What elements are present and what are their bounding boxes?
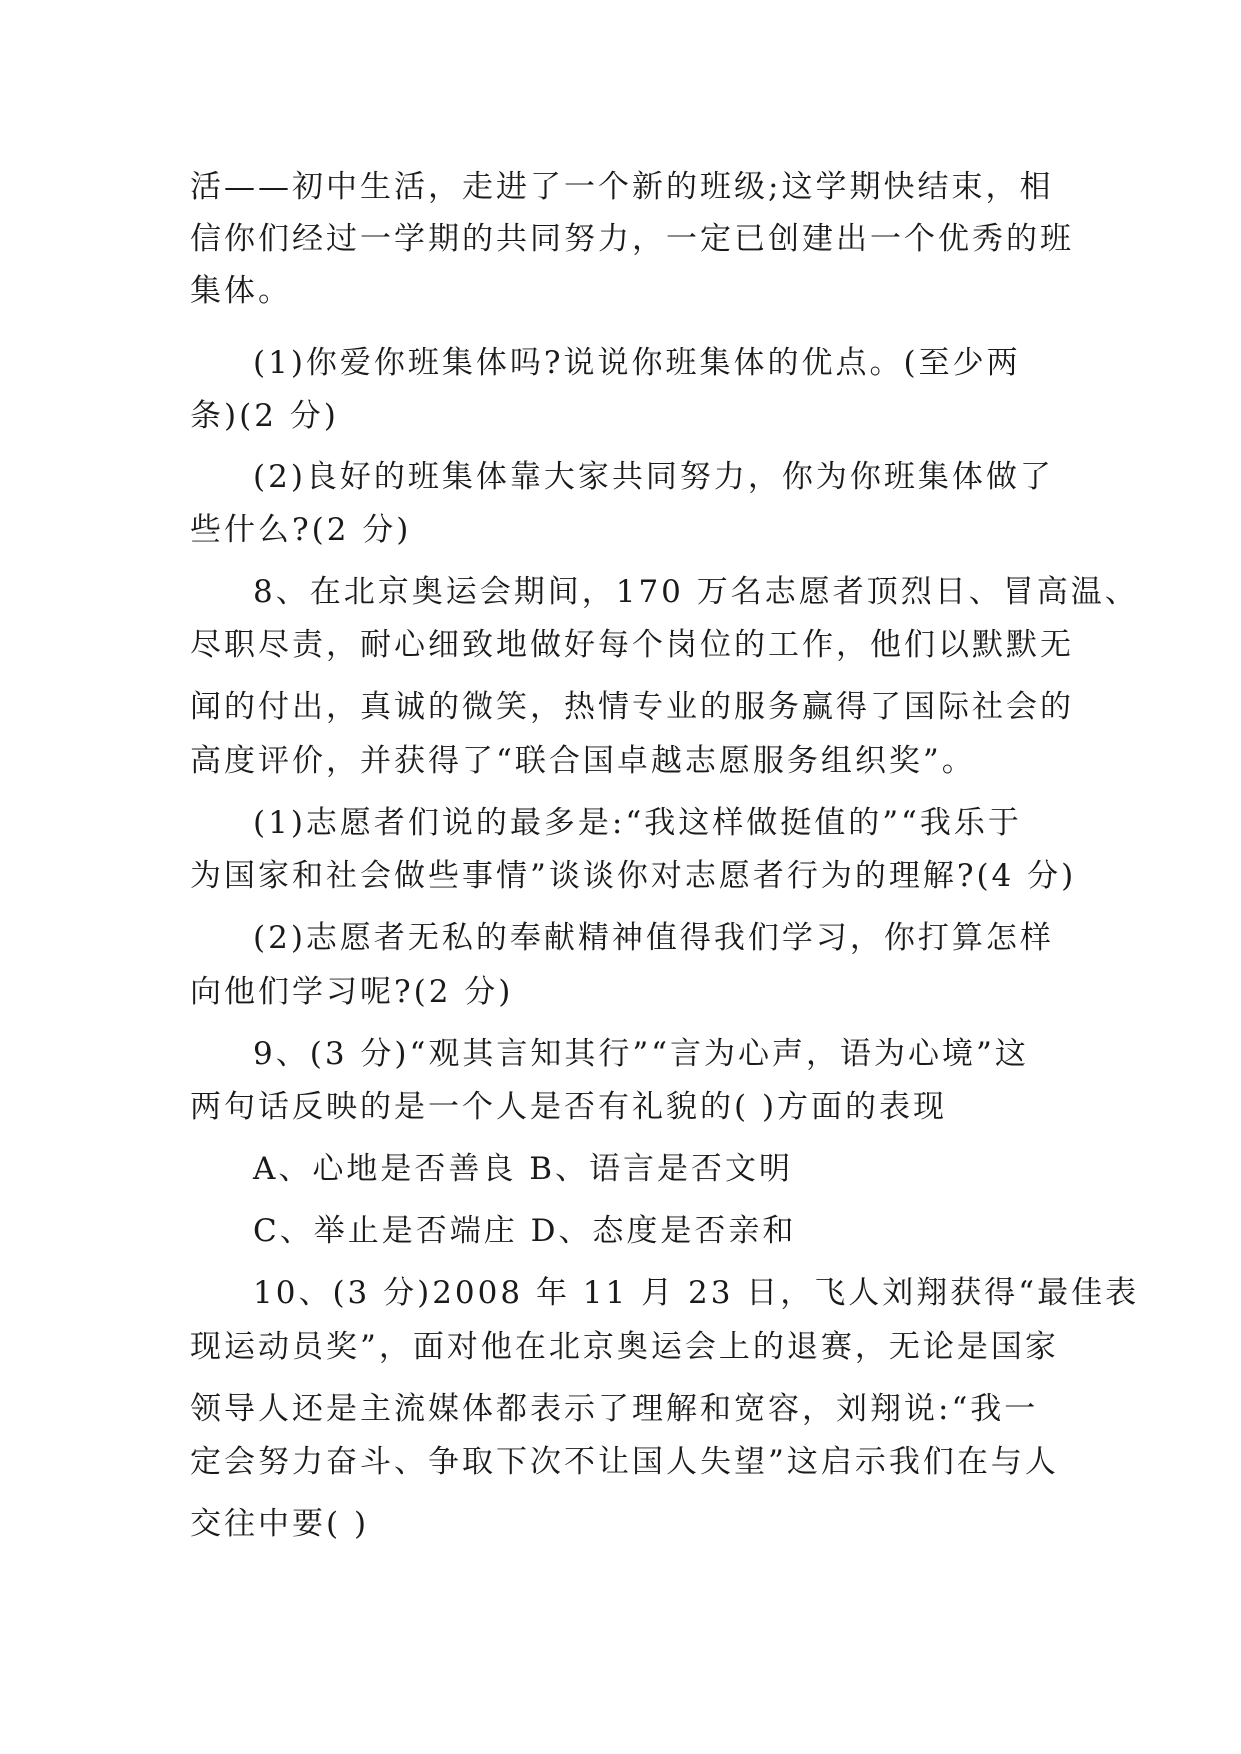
text-line: 交往中要( )	[190, 1506, 370, 1542]
text-line: 现运动员奖”，面对他在北京奥运会上的退赛，无论是国家	[190, 1329, 1059, 1365]
text-line: 集体。	[190, 273, 292, 309]
text-line: 两句话反映的是一个人是否有礼貌的( )方面的表现	[190, 1089, 948, 1125]
question-part-line: (1)你爱你班集体吗?说说你班集体的优点。(至少两	[253, 345, 1021, 381]
question-part-line: (1)志愿者们说的最多是:“我这样做挺值的”“我乐于	[253, 805, 1022, 841]
question-8-line: 8、在北京奥运会期间，170 万名志愿者顶烈日、冒高温、	[253, 574, 1139, 610]
choice-line: C、举止是否端庄 D、态度是否亲和	[253, 1213, 797, 1249]
text-line: 向他们学习呢?(2 分)	[190, 974, 514, 1010]
question-part-line: (2)志愿者无私的奉献精神值得我们学习，你打算怎样	[253, 920, 1054, 956]
text-line: 条)(2 分)	[190, 398, 339, 434]
text-line: 信你们经过一学期的共同努力，一定已创建出一个优秀的班	[190, 221, 1074, 257]
text-line: 尽职尽责，耐心细致地做好每个岗位的工作，他们以默默无	[190, 627, 1074, 663]
choice-line: A、心地是否善良 B、语言是否文明	[253, 1151, 794, 1187]
text-line: 活——初中生活，走进了一个新的班级;这学期快结束，相	[190, 169, 1054, 205]
text-line: 为国家和社会做些事情”谈谈你对志愿者行为的理解?(4 分)	[190, 858, 1077, 894]
text-line: 定会努力奋斗、争取下次不让国人失望”这启示我们在与人	[190, 1444, 1059, 1480]
text-line: 高度评价，并获得了“联合国卓越志愿服务组织奖”。	[190, 743, 976, 779]
question-9-line: 9、(3 分)“观其言知其行”“言为心声，语为心境”这	[253, 1036, 1029, 1072]
question-10-line: 10、(3 分)2008 年 11 月 23 日，飞人刘翔获得“最佳表	[253, 1275, 1140, 1311]
text-line: 些什么?(2 分)	[190, 512, 412, 548]
question-part-line: (2)良好的班集体靠大家共同努力，你为你班集体做了	[253, 459, 1054, 495]
text-line: 闻的付出，真诚的微笑，热情专业的服务赢得了国际社会的	[190, 689, 1074, 725]
text-line: 领导人还是主流媒体都表示了理解和宽容，刘翔说:“我一	[190, 1391, 1039, 1427]
